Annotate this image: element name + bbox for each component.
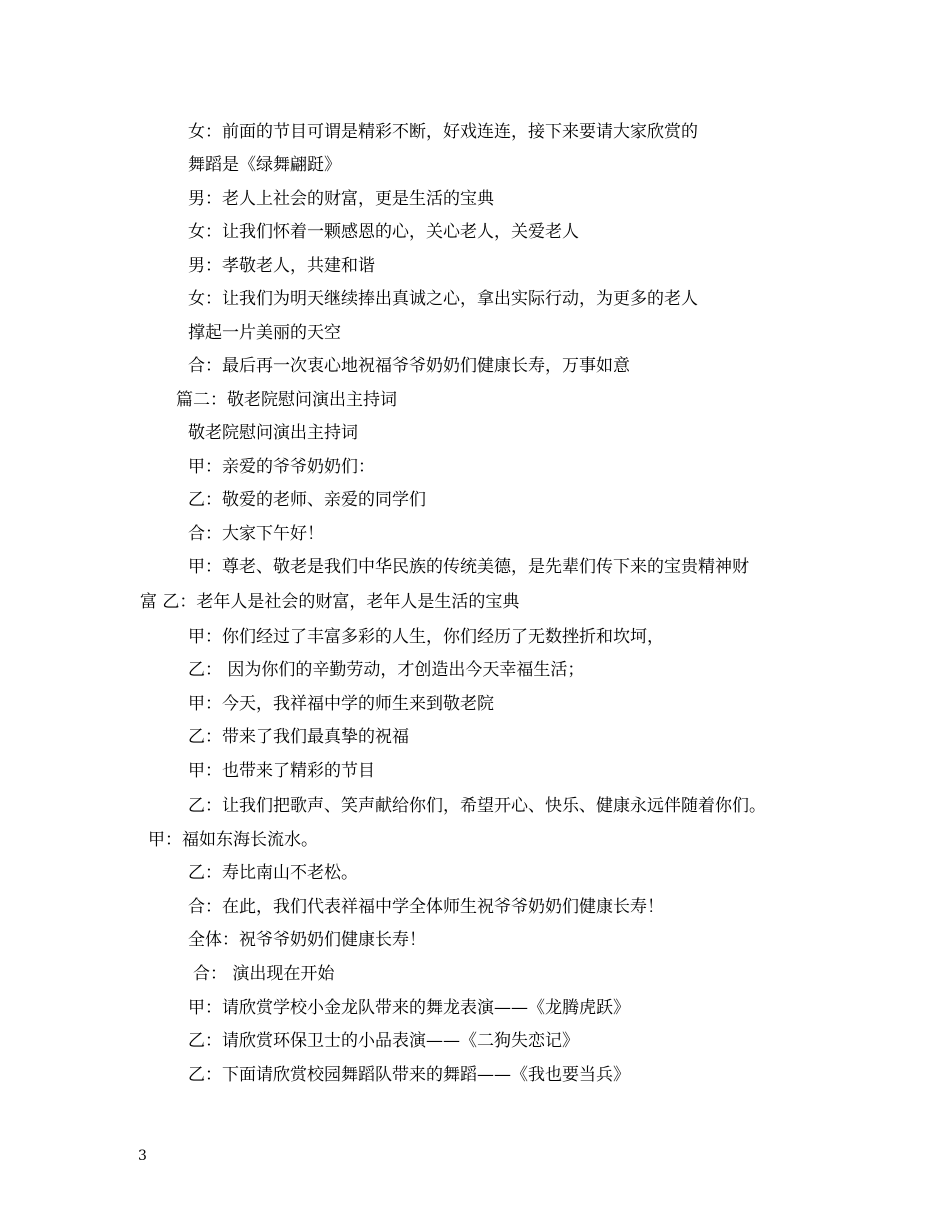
text-line: 全体：祝爷爷奶奶们健康长寿！ <box>188 930 426 950</box>
text-line: 甲：福如东海长流水。 <box>148 830 318 850</box>
text-line: 合：大家下午好！ <box>188 524 324 544</box>
text-line: 甲：亲爱的爷爷奶奶们： <box>188 457 375 477</box>
text-line: 乙：让我们把歌声、笑声献给你们，希望开心、快乐、健康永远伴随着你们。 <box>188 796 766 816</box>
text-line: 乙：带来了我们最真挚的祝福 <box>188 727 409 747</box>
text-line: 甲：今天，我祥福中学的师生来到敬老院 <box>188 694 494 714</box>
text-line: 富 乙：老年人是社会的财富，老年人是生活的宝典 <box>140 592 520 612</box>
text-line: 合：在此，我们代表祥福中学全体师生祝爷爷奶奶们健康长寿！ <box>188 897 664 917</box>
text-line: 甲：尊老、敬老是我们中华民族的传统美德，是先辈们传下来的宝贵精神财 <box>188 557 749 577</box>
text-line: 合： 演出现在开始 <box>193 964 335 984</box>
page-number: 3 <box>138 1148 147 1164</box>
text-line: 敬老院慰问演出主持词 <box>188 423 358 443</box>
text-line: 男：老人上社会的财富，更是生活的宝典 <box>188 189 494 209</box>
text-line: 女：让我们为明天继续捧出真诚之心，拿出实际行动，为更多的老人 <box>188 289 698 309</box>
text-line: 乙：下面请欣赏校园舞蹈队带来的舞蹈——《我也要当兵》 <box>188 1065 630 1085</box>
text-line: 乙：请欣赏环保卫士的小品表演——《二狗失恋记》 <box>188 1031 579 1051</box>
text-line: 乙： 因为你们的辛勤劳动，才创造出今天幸福生活； <box>188 660 585 680</box>
text-line: 甲：请欣赏学校小金龙队带来的舞龙表演——《龙腾虎跃》 <box>188 998 630 1018</box>
text-line: 乙：敬爱的老师、亲爱的同学们 <box>188 490 426 510</box>
text-line: 合：最后再一次衷心地祝福爷爷奶奶们健康长寿，万事如意 <box>188 356 630 376</box>
text-line: 撑起一片美丽的天空 <box>188 323 341 343</box>
text-line: 甲：你们经过了丰富多彩的人生，你们经历了无数挫折和坎坷， <box>188 627 664 647</box>
text-line: 甲：也带来了精彩的节目 <box>188 761 375 781</box>
text-line: 乙：寿比南山不老松。 <box>188 863 358 883</box>
text-line: 舞蹈是《绿舞翩跹》 <box>188 155 341 175</box>
text-line: 男：孝敬老人，共建和谐 <box>188 256 375 276</box>
section-heading: 篇二：敬老院慰问演出主持词 <box>176 390 397 410</box>
text-line: 女：前面的节目可谓是精彩不断，好戏连连，接下来要请大家欣赏的 <box>188 122 698 142</box>
text-line: 女：让我们怀着一颗感恩的心，关心老人，关爱老人 <box>188 222 579 242</box>
